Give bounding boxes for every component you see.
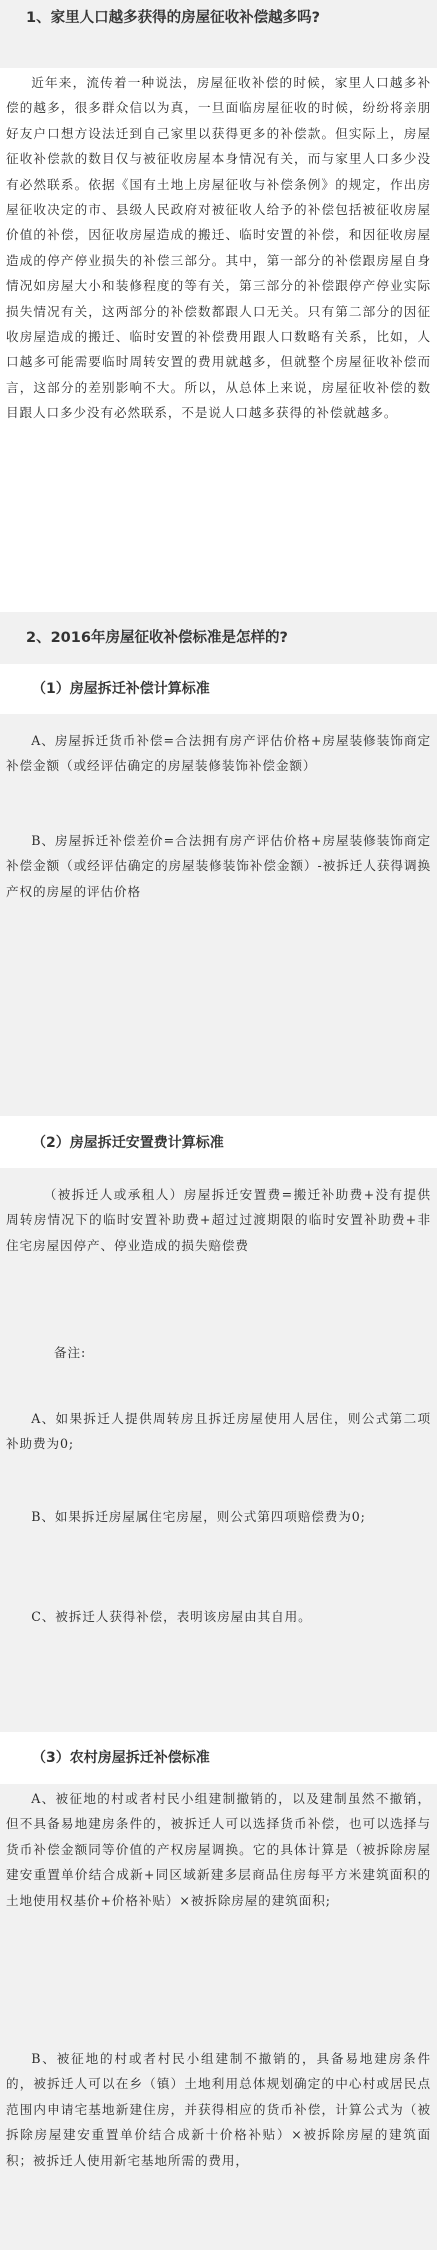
subsection-1-header (0, 664, 437, 714)
subsection-3-title: （3）农村房屋拆迁补偿标准 (32, 1750, 210, 1766)
subsection-2-header (0, 1116, 437, 1168)
section-1-header-band (0, 0, 437, 68)
section-1-title: 1、家里人口越多获得的房屋征收补偿越多吗? (26, 10, 320, 26)
subsection-3-body (0, 1784, 437, 2250)
rural-compensation-item-a: A、被征地的村或者村民小组建制撤销的，以及建制虽然不撤销，但不具备易地建房条件的，被拆迁人可以选择货币补偿，也可以选择与货币补偿金额同等价值的产权房屋调换。它的具体计算是（被拆除房屋建安重置单价结合成新+同区域新建多层商品住房每平方米建筑面积的土地使用权基价+价格补贴）×被拆除房屋的建筑面积; (6, 1791, 431, 1908)
note-item-c: C、被拆迁人获得补偿，表明该房屋由其自用。 (31, 1609, 312, 1624)
subsection-2-body (0, 1168, 437, 1732)
subsection-1-body (0, 714, 437, 1116)
section-2-header-band (0, 612, 437, 664)
subsection-3-header (0, 1732, 437, 1784)
rural-compensation-item-b: B、被征地的村或者村民小组建制不撤销的，具备易地建房条件的，被拆迁人可以在乡（镇）土地利用总体规划确定的中心村或居民点范围内申请宅基地新建住房，并获得相应的货币补偿，计算公式为（被拆除房屋建安重置单价结合成新十价格补贴）×被拆除房屋的建筑面积；被拆迁人使用新宅基地所需的费用， (6, 2051, 431, 2168)
section-1-body (0, 68, 437, 426)
demolition-compensation-formula-a: A、房屋拆迁货币补偿=合法拥有房产评估价格+房屋装修装饰商定补偿金额（或经评估确定的房屋装修装饰补偿金额） (6, 733, 431, 774)
subsection-2-title: （2）房屋拆迁安置费计算标准 (32, 1135, 224, 1151)
subsection-1-title: （1）房屋拆迁补偿计算标准 (32, 681, 210, 697)
demolition-compensation-formula-b: B、房屋拆迁补偿差价=合法拥有房产评估价格+房屋装修装饰商定补偿金额（或经评估确定的房屋装修装饰补偿金额）-被拆迁人获得调换产权的房屋的评估价格 (6, 833, 431, 899)
relocation-fee-formula: （被拆迁人或承租人）房屋拆迁安置费=搬迁补助费+没有提供周转房情况下的临时安置补助费+超过过渡期限的临时安置补助费+非住宅房屋因停产、停业造成的损失赔偿费 (6, 1187, 431, 1253)
section-1-paragraph: 近年来，流传着一种说法，房屋征收补偿的时候，家里人口越多补偿的越多，很多群众信以为真，一旦面临房屋征收的时候，纷纷将亲朋好友户口想方设法迁到自己家里以获得更多的补偿款。但实际上，房屋征收补偿款的数目仅与被征收房屋本身情况有关，而与家里人口多少没有必然联系。依据《国有土地上房屋征收与补偿条例》的规定，作出房屋征收决定的市、县级人民政府对被征收人给予的补偿包括被征收房屋价值的补偿，因征收房屋造成的搬迁、临时安置的补偿，和因征收房屋造成的停产停业损失的补偿三部分。其中，第一部分的补偿跟房屋自身情况如房屋大小和装修程度的等有关，第三部分的补偿跟停产停业实际损失情况有关，这两部分的补偿数都跟人口无关。只有第二部分的因征收房屋造成的搬迁、临时安置的补偿费用跟人口数略有关系，比如，人口越多可能需要临时周转安置的费用就越多，但就整个房屋征收补偿而言，这部分的差别影响不大。所以，从总体上来说，房屋征收补偿的数目跟人口多少没有必然联系，不是说人口越多获得的补偿就越多。 (6, 75, 431, 421)
note-item-b: B、如果拆迁房屋属住宅房屋，则公式第四项赔偿费为0; (31, 1509, 366, 1524)
note-label: 备注: (54, 1345, 87, 1360)
note-item-a: A、如果拆迁人提供周转房且拆迁房屋使用人居住，则公式第二项补助费为0; (6, 1411, 431, 1452)
section-2-title: 2、2016年房屋征收补偿标准是怎样的? (26, 630, 288, 646)
